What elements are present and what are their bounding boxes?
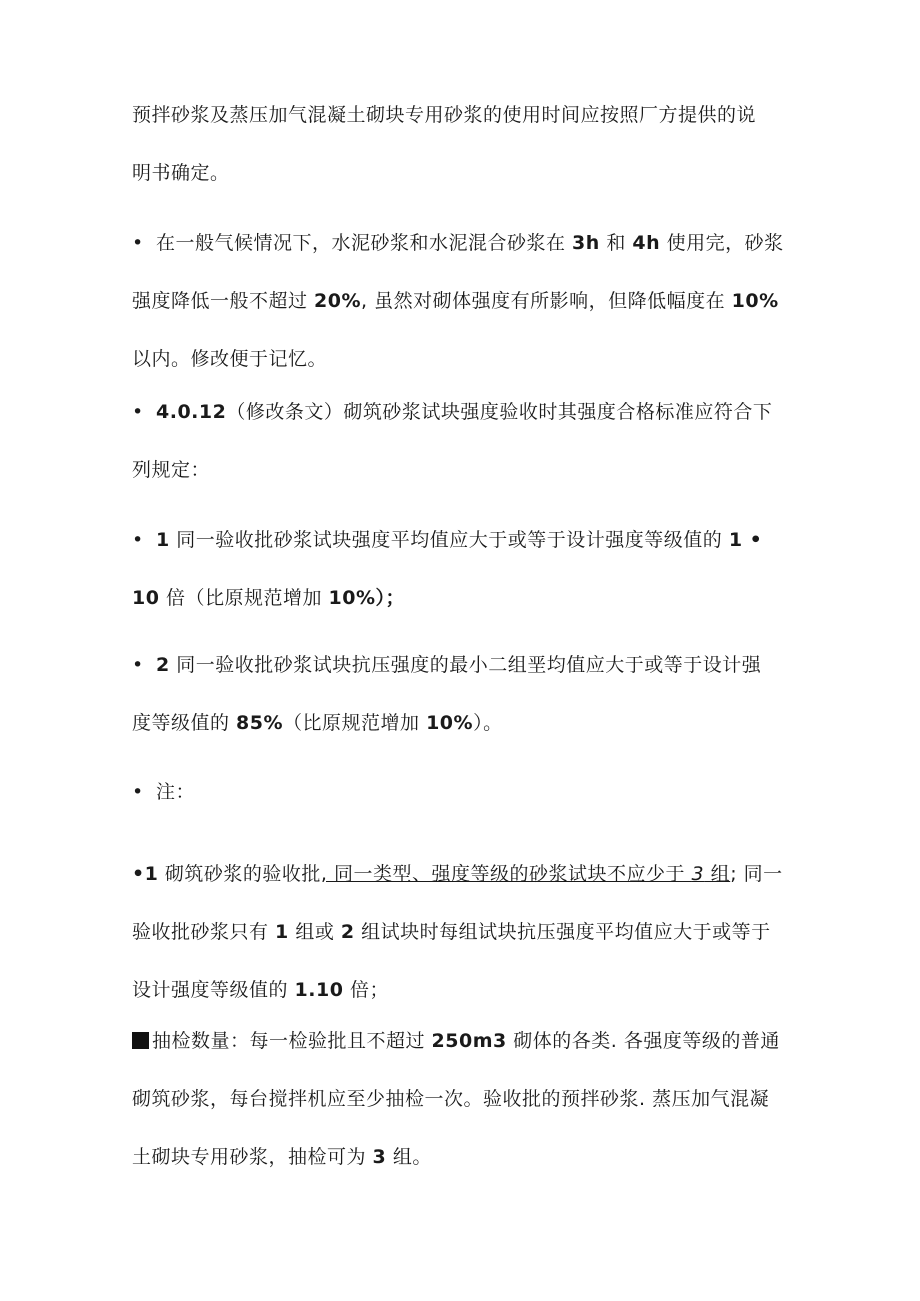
text-run: 组试块时每组试块抗压强度平均值应大于或等于: [354, 921, 771, 943]
text-run: 砌体的各类. 各强度等级的普通: [506, 1030, 780, 1052]
value-3: 3: [372, 1146, 387, 1168]
value-250m3: 250m3: [431, 1030, 507, 1052]
text-run: 抽检数量：每一检验批且不超过: [152, 1030, 432, 1052]
text-line: 列规定：: [132, 459, 211, 481]
underlined-text: 组: [704, 863, 731, 885]
paragraph-item-1: [132, 511, 792, 627]
text-line: [132, 214, 792, 272]
value-20pct: 20%: [314, 290, 362, 312]
note-label: 注：: [156, 781, 196, 803]
text-run: 砌筑砂浆的验收批: [158, 863, 321, 885]
paragraph-sampling: [132, 1012, 792, 1186]
value-2: 2: [340, 921, 355, 943]
bullet: •: [132, 401, 144, 423]
text-run: 和: [599, 232, 633, 254]
item-number: •1: [132, 863, 159, 885]
text-run: 组。: [386, 1146, 432, 1168]
bullet: •: [132, 781, 144, 803]
bullet: •: [132, 529, 144, 551]
bullet: •: [132, 654, 144, 676]
text-run: 度等级值的: [132, 712, 237, 734]
paragraph-item-2: [132, 636, 792, 752]
text-run: 验收批砂浆只有: [132, 921, 276, 943]
bullet: •: [132, 232, 144, 254]
clause-number: 4.0.12: [156, 401, 227, 423]
text-run: ; 同一: [730, 863, 783, 885]
text-run: 同一验收批砂浆试块抗压强度的最小二组垩均值应大于或等于设计强: [169, 654, 762, 676]
text-run: （比原规范增加: [283, 712, 427, 734]
text-run: （修改条文）砌筑砂浆试块强度验收时其强度合格标准应符合下: [226, 401, 773, 423]
black-square-icon: [132, 1032, 149, 1049]
value-10pct: 10%: [328, 587, 376, 609]
value-85pct: 85%: [236, 712, 284, 734]
paragraph-note-1: [132, 845, 792, 1019]
text-run: 强度降低一般不超过: [132, 290, 315, 312]
value-10: 10: [132, 587, 160, 609]
paragraph-usage-time: [132, 86, 792, 202]
text-run: 在一般气候情况下，水泥砂浆和水泥混合砂浆在: [156, 232, 573, 254]
text-line: [132, 1012, 792, 1070]
text-line: [132, 694, 792, 752]
text-run: 倍（比原规范增加: [159, 587, 329, 609]
value-1-10: 1.10: [294, 979, 344, 1001]
value-1: 1 •: [728, 529, 763, 551]
text-line: [132, 1128, 792, 1186]
text-run: 使用完，砂浆: [660, 232, 784, 254]
underlined-value-3: 3: [691, 863, 705, 885]
paragraph-note: [132, 763, 792, 821]
text-line: [132, 272, 792, 330]
text-line: 以内。修改便于记忆。: [132, 348, 328, 370]
text-line: [132, 763, 792, 821]
value-1: 1: [275, 921, 289, 943]
value-4h: 4h: [632, 232, 661, 254]
item-number: 2: [156, 654, 170, 676]
value-3h: 3h: [572, 232, 600, 254]
text-line: [132, 569, 792, 627]
paragraph-climate: [132, 214, 792, 388]
text-line: [132, 383, 792, 441]
text-run: , 虽然对砌体强度有所影响，但降低幅度在: [361, 290, 732, 312]
text-run: ）；: [375, 587, 406, 609]
text-line: [132, 845, 792, 903]
text-line: 砌筑砂浆，每台搅拌机应至少抽检一次。验收批的预拌砂浆. 蒸压加气混凝: [132, 1088, 770, 1110]
text-line: [132, 511, 792, 569]
text-run: ）。: [473, 712, 503, 734]
text-run: 组或: [288, 921, 341, 943]
text-line: 预拌砂浆及蒸压加气混凝土砌块专用砂浆的使用时间应按照厂方提供的说: [132, 104, 757, 126]
text-line: [132, 636, 792, 694]
text-run: 设计强度等级值的: [132, 979, 295, 1001]
paragraph-clause-4012: [132, 383, 792, 499]
text-run: 倍；: [343, 979, 389, 1001]
text-run: 同一验收批砂浆试块强度平均值应大于或等于设计强度等级值的: [169, 529, 729, 551]
text-line: [132, 903, 792, 961]
value-10pct: 10%: [731, 290, 779, 312]
text-line: [132, 961, 792, 1019]
text-run: 土砌块专用砂浆，抽检可为: [132, 1146, 373, 1168]
underlined-text: , 同一类型、强度等级的砂浆试块不应少于: [320, 863, 692, 885]
value-10pct: 10%: [426, 712, 474, 734]
item-number: 1: [156, 529, 170, 551]
text-line: 明书确定。: [132, 162, 230, 184]
